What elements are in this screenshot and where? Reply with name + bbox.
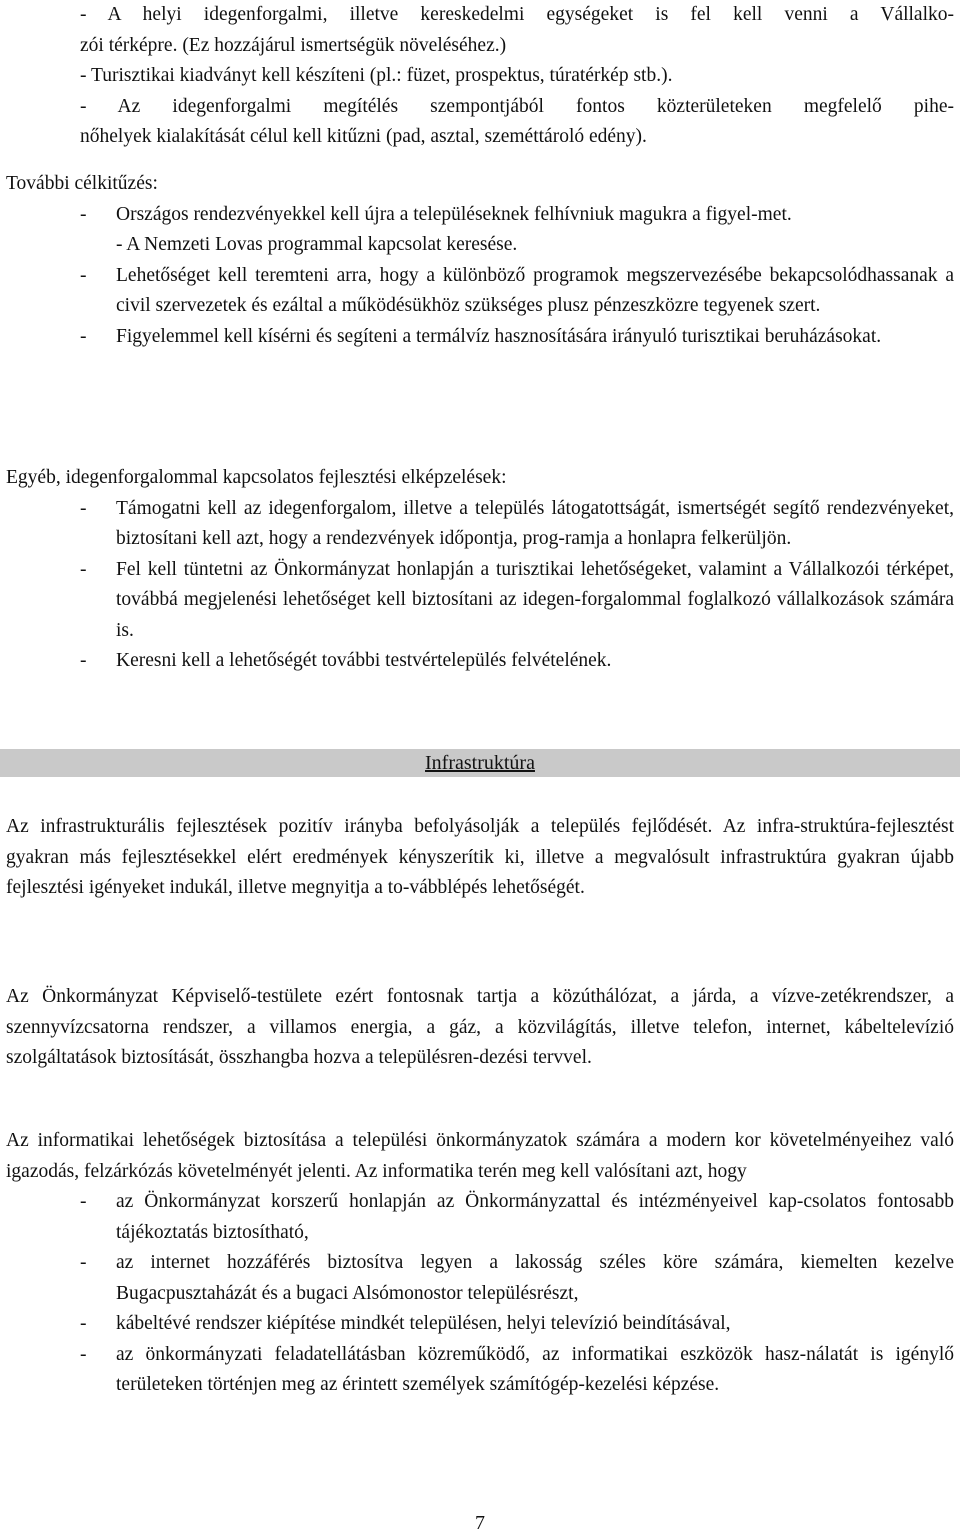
list-item: [6, 200, 954, 231]
list-item-text: - A Nemzeti Lovas programmal kapcsolat keresése.: [116, 234, 518, 255]
list-item: [6, 1340, 954, 1401]
list-item-text: Keresni kell a lehetőségét további testvértelepülés felvételének.: [116, 650, 612, 671]
list-item-text: Lehetőséget kell teremteni arra, hogy a különböző programok megszervezésébe bekapcsolódhassanak a civil szervezetek és ezáltal a működésükhöz szükséges plusz pénzeszközre tegyenek szert.: [116, 264, 954, 316]
list-item: - Az idegenforgalmi megítélés szempontjából fontos közterületeken megfelelő pihe-: [80, 95, 954, 117]
paragraph: [6, 812, 954, 904]
list-item: [6, 322, 954, 353]
section-heading: További célkitűzés:: [6, 173, 158, 194]
tourism-list: [6, 0, 954, 153]
list-item: [6, 494, 954, 555]
page-number: 7: [475, 1512, 485, 1534]
list-item-text: az internet hozzáférés biztosítva legyen a lakosság széles köre számára, kiemelten kezelve Bugacpusztaházát és a bugaci Alsómonostor településrészt,: [116, 1252, 954, 1304]
other-plans-section: [6, 463, 954, 677]
list-item-continuation: nőhelyek kialakítását célul kell kitűzni (pad, asztal, szeméttároló edény).: [80, 126, 647, 147]
list-dash: -: [80, 558, 87, 580]
list-item: [6, 261, 954, 322]
list-item: [6, 1309, 954, 1340]
section-heading: Egyéb, idegenforgalommal kapcsolatos fejlesztési elképzelések:: [6, 467, 507, 488]
list-item-text: Támogatni kell az idegenforgalom, illetve a település látogatottságát, ismertségét segítő rendezvényeket, biztosítani kell azt, hogy a rendezvények időpontja, prog-ramja a honlapra felkerüljön.: [116, 497, 954, 549]
section-title: Infrastruktúra: [425, 752, 535, 774]
list-item: [6, 646, 954, 677]
list-dash: -: [80, 1313, 87, 1334]
list-item: [6, 1187, 954, 1248]
list-item-text: az önkormányzati feladatellátásban közreműködő, az informatikai eszközök hasz-nálatát is igénylő területeken történjen meg az érintett személyek számítógép-kezelési képzése.: [116, 1343, 954, 1395]
list-item: - A helyi idegenforgalmi, illetve kereskedelmi egységeket is fel kell venni a Vállalko-: [80, 4, 954, 25]
further-goals-section: [6, 169, 954, 352]
list-item: [6, 555, 954, 647]
paragraph-text: Az infrastrukturális fejlesztések pozitív irányba befolyásolják a település fejlődését. Az infra-struktúra-fejlesztést gyakran más fejlesztésekkel elért eredmények kényszerítik ki, illetve a megvalósult infrastruktúra gyakran újabb fejlesztési igényeket indukál, illetve megnyitja a to-vábblépés lehetőségét.: [6, 816, 954, 898]
paragraph-text: Az informatikai lehetőségek biztosítása a települési önkormányzatok számára a modern kor követelményeihez való igazodás, felzárkózás követelményét jelenti. Az informatika terén meg kell valósítani azt, hogy: [6, 1130, 954, 1182]
list-item-text: az Önkormányzat korszerű honlapján az Önkormányzattal és intézményeivel kap-csolatos fontosabb tájékoztatás biztosítható,: [116, 1191, 954, 1243]
list-item-text: kábeltévé rendszer kiépítése mindkét településen, helyi televízió beindításával,: [116, 1313, 731, 1334]
informatics-section: [6, 1126, 954, 1401]
list-item-continuation: zói térképre. (Ez hozzájárul ismertségük növeléséhez.): [80, 34, 507, 56]
list-item-text: Országos rendezvényekkel kell újra a településeknek felhívniuk magukra a figyel-met.: [116, 203, 792, 225]
list-dash: -: [80, 1252, 87, 1273]
paragraph-text: Az Önkormányzat Képviselő-testülete ezért fontosnak tartja a közúthálózat, a járda, a vízve-zetékrendszer, a szennyvízcsatorna rendszer, a villamos energia, a gáz, a közvilágítás, illetve telefon, internet, kábeltelevízió szolgáltatások biztosítását, összhangba hozva a településren-dezési tervvel.: [6, 986, 954, 1068]
list-item-text: Fel kell tüntetni az Önkormányzat honlapján a turisztikai lehetőségeket, valamint a Vállalkozói térképet, továbbá megjelenési lehetőséget kell biztosítani az idegen-forgalommal foglalkozó vállalkozások számára is.: [116, 558, 954, 641]
list-dash: -: [80, 650, 87, 671]
list-item: - Turisztikai kiadványt kell készíteni (pl.: füzet, prospektus, túratérkép stb.).: [80, 65, 673, 86]
list-dash: -: [80, 1343, 87, 1365]
list-dash: -: [80, 325, 87, 347]
list-dash: -: [80, 264, 87, 286]
list-dash: -: [80, 203, 87, 225]
list-dash: -: [80, 1191, 87, 1212]
section-title-bar: [0, 749, 960, 777]
list-dash: -: [80, 497, 87, 519]
list-item: [6, 230, 954, 261]
list-item: [6, 1248, 954, 1309]
list-item-text: Figyelemmel kell kísérni és segíteni a termálvíz hasznosítására irányuló turisztikai beruházásokat.: [116, 325, 882, 347]
paragraph: [6, 982, 954, 1074]
